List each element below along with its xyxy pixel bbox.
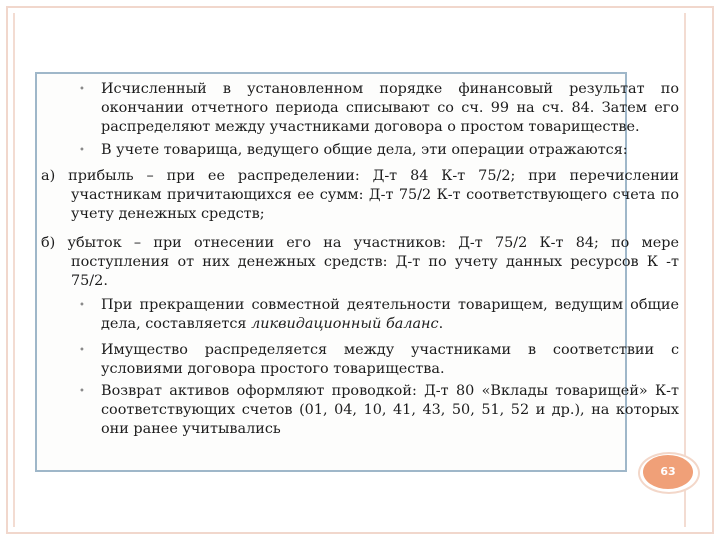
paragraph-emphasis: ликвидационный баланс xyxy=(251,316,439,332)
paragraph-text: Исчисленный в установленном порядке финансовый результат по окончании отчетного периода списывают со сч. 99 на сч. 84. Затем его распределяют между участниками договора о простом товариществе. xyxy=(101,81,679,135)
bullet-paragraph-4 xyxy=(71,341,679,379)
page-number: 63 xyxy=(643,455,693,489)
bullet-paragraph-2 xyxy=(71,141,679,160)
paragraph-end: . xyxy=(438,316,444,332)
paragraph-text: При прекращении совместной деятельности товарищем, ведущим общие дела, составляется xyxy=(101,297,679,332)
right-border-rule xyxy=(684,13,686,527)
bullet-paragraph-5 xyxy=(71,382,679,439)
lettered-paragraph-b xyxy=(41,234,679,291)
left-border-rule xyxy=(13,13,15,527)
paragraph-text: Имущество распределяется между участниками в соответствии с условиями договора простого товарищества. xyxy=(101,342,679,377)
paragraph-text: б) убыток – при отнесении его на участников: Д-т 75/2 К-т 84; по мере поступления от них денежных средств: Д-т по учету данных ресурсов К -т 75/2. xyxy=(41,235,679,289)
paragraph-text: Возврат активов оформляют проводкой: Д-т 80 «Вклады товарищей» К-т соответствующих счетов (01, 04, 10, 41, 43, 50, 51, 52 и др.), на которых они ранее учитывались xyxy=(101,383,679,437)
paragraph-text: а) прибыль – при ее распределении: Д-т 84 К-т 75/2; при перечислении участникам причитающихся ее сумм: Д-т 75/2 К-т соответствующего счета по учету денежных средств; xyxy=(41,168,679,222)
bullet-paragraph-3 xyxy=(71,296,679,334)
bullet-paragraph-1 xyxy=(71,80,679,137)
paragraph-text: В учете товарища, ведущего общие дела, эти операции отражаются: xyxy=(101,142,628,158)
lettered-paragraph-a xyxy=(41,167,679,224)
